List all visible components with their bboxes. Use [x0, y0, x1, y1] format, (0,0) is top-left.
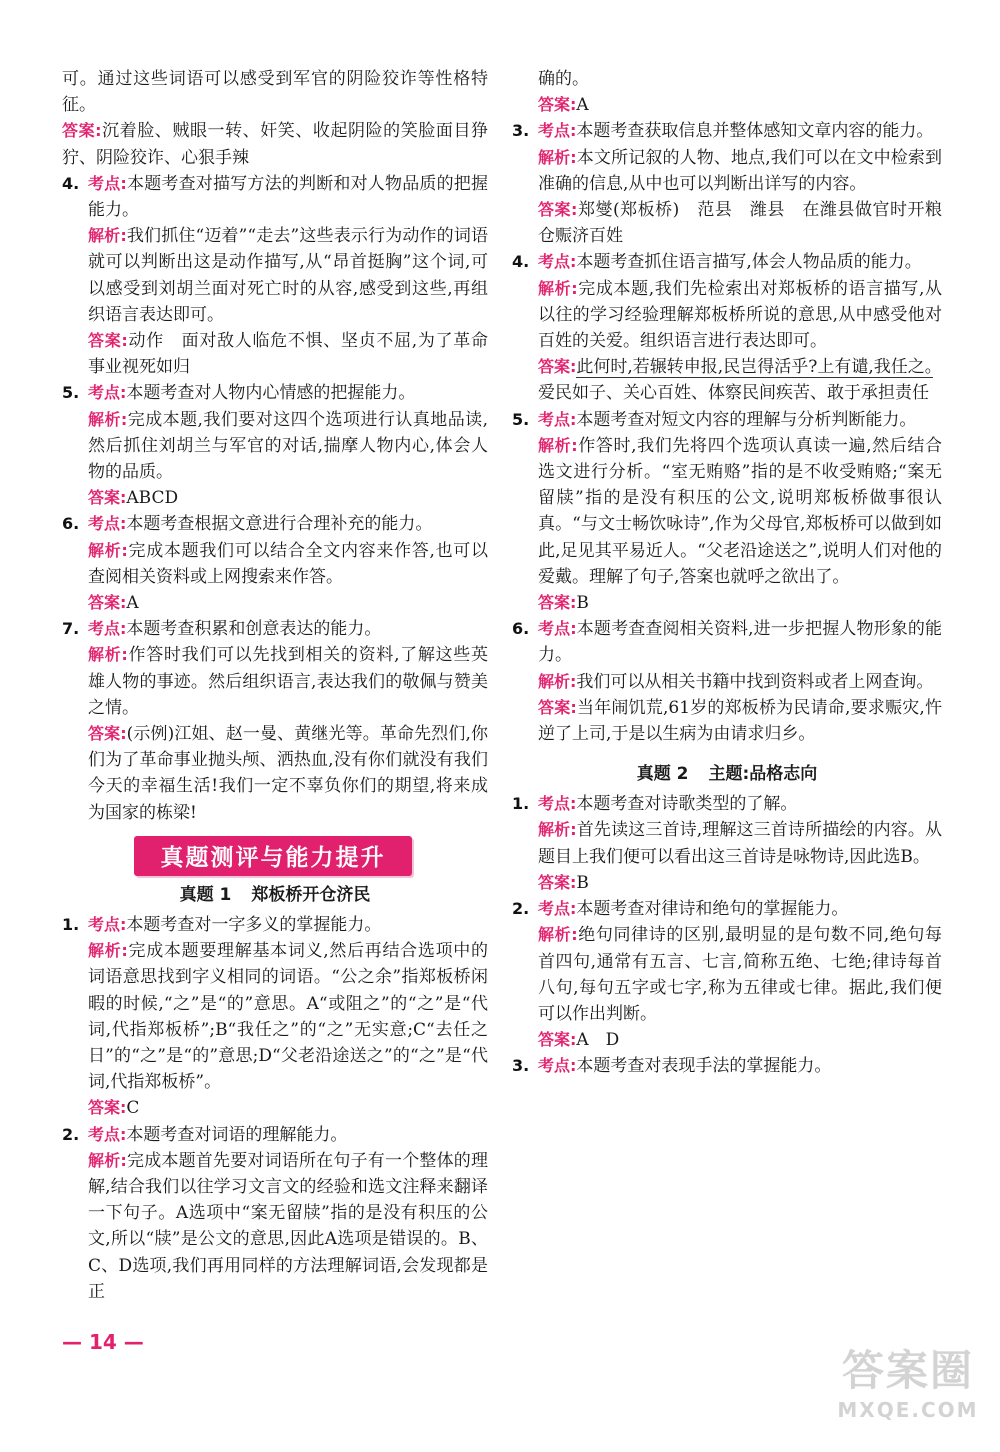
question-5: 5. 考点:本题考查对人物内心情感的把握能力。 解析:完成本题,我们要对这四个选项进行认真地品读,然后抓住刘胡兰与军官的对话,揣摩人物内心,体会人物的品质。 答案:ABCD: [62, 383, 489, 509]
s1-question-3: 3. 考点:本题考查获取信息并整体感知文章内容的能力。 解析:本文所记叙的人物、地点,我们可以在文中检索到准确的信息,从中也可以判断出详写的内容。 答案:郑燮(郑板桥) 范县 潍县 在潍县做官时开粮仓赈济百姓: [512, 121, 943, 247]
underlined-quote: 此何时,若辗转申报,民岂得活乎?上有谴,我任之。: [576, 357, 934, 378]
answer-label: 答案:: [62, 121, 102, 141]
section-banner: 真题测评与能力提升: [134, 836, 412, 876]
section-title-2: 真题 2 主题:品格志向: [636, 764, 818, 785]
question-7: 7. 考点:本题考查积累和创意表达的能力。 解析:作答时我们可以先找到相关的资料,了解这些英雄人物的事迹。然后组织语言,表达我们的敬佩与赞美之情。 答案:(示例)江姐、赵一曼、黄继光等。革命先烈们,你们为了革命事业抛头颅、洒热血,没有你们就没有我们今天的幸福生活!我们一定不辜负你们的期望,将来成为国家的栋梁!: [62, 619, 489, 823]
s2-question-2: 2. 考点:本题考查对律诗和绝句的掌握能力。 解析:绝句同律诗的区别,最明显的是句数不同,绝句每首四句,通常有五言、七言,简称五绝、七绝;律诗每首八句,每句五字或七字,称为五律或七律。据此,我们便可以作出判断。 答案:A D: [512, 899, 942, 1051]
right-column: [512, 66, 951, 1080]
continued-answer: 答案:A: [538, 95, 589, 116]
s1-question-5: 5. 考点:本题考查对短文内容的理解与分析判断能力。 解析:作答时,我们先将四个选项认真读一遍,然后结合选文进行分析。“室无贿赂”指的是不收受贿赂;“案无留牍”指的是没有积压的公文,说明郑板桥做事很认真。“与文士畅饮咏诗”,作为父母官,郑板桥可以做到如此,足见其平易近人。“父老沿途送之”,说明人们对他的爱戴。理解了句子,答案也就呼之欲出了。 答案:B: [512, 409, 942, 614]
s1-question-2: 2. 考点:本题考查对词语的理解能力。 解析:完成本题首先要对词语所在句子有一个整体的理解,结合我们以往学习文言文的经验和选文注释来翻译一下句子。A选项中“案无留牍”指的是没有积压的公文,所以“牍”是公文的意思,因此A选项是错误的。B、C、D选项,我们再用同样的方法理解词语,会发现都是正: [62, 1124, 489, 1302]
section-title-1: 真题 1 郑板桥开仓济民: [179, 884, 371, 905]
page-number: — 14 —: [62, 1330, 144, 1354]
s2-question-1: 1. 考点:本题考查对诗歌类型的了解。 解析:首先读这三首诗,理解这三首诗所描绘的内容。从题目上我们便可以看出这三首诗是咏物诗,因此选B。 答案:B: [512, 794, 942, 893]
left-column: [62, 66, 488, 1305]
continued-text: 确的。: [538, 69, 589, 89]
question-6: 6. 考点:本题考查根据文意进行合理补充的能力。 解析:完成本题我们可以结合全文内容来作答,也可以查阅相关资料或上网搜索来作答。 答案:A: [62, 514, 488, 614]
s1-question-4: 4. 考点:本题考查抓住语言描写,体会人物品质的能力。 解析:完成本题,我们先检索出对郑板桥的语言描写,从以往的学习经验理解郑板桥所说的意思,从中感受他对百姓的关爱。组织语言进行表达即可。 答案:此何时,若辗转申报,民岂得活乎?上有谴,我任之。 爱民如子、关心百姓、体察民间疾苦、敢于承担责任: [512, 252, 951, 404]
s1-question-1: 1. 考点:本题考查对一字多义的掌握能力。 解析:完成本题要理解基本词义,然后再结合选项中的词语意思找到字义相同的词语。“公之余”指郑板桥闲暇的时候,“之”是“的”意思。A“或阻之”的“之”是“代词,代指郑板桥”;B“我任之”的“之”无实意;C“去任之日”的“之”是“的”意思;D“父老沿途送之”的“之”是“代词,代指郑板桥”。 答案:C: [62, 914, 488, 1119]
question-4: 4. 考点:本题考查对描写方法的判断和对人物品质的把握能力。 解析:我们抓住“迈着”“走去”这些表示行为动作的词语就可以判断出这是动作描写,从“昂首挺胸”这个词,可以感受到刘胡兰面对死亡时的从容,感受到这些,再组织语言表达即可。 答案:动作 面对敌人临危不惧、坚贞不屈,为了革命事业视死如归: [62, 173, 489, 378]
watermark-logo: 答案圈 MXQE.COM: [837, 1346, 979, 1422]
intro-answer: 答案:沉着脸、贼眼一转、奸笑、收起阴险的笑脸面目狰狞、阴险狡诈、心狠手辣: [62, 121, 489, 168]
intro-text: 可。通过这些词语可以感受到军官的阴险狡诈等性格特征。: [62, 69, 488, 116]
s1-question-6: 6. 考点:本题考查查阅相关资料,进一步把握人物形象的能力。 解析:我们可以从相关书籍中找到资料或者上网查询。 答案:当年闹饥荒,61岁的郑板桥为民请命,要求赈灾,忤逆了上司,于是以生病为由请求归乡。: [512, 619, 942, 745]
s2-question-3: 3. 考点:本题考查对表现手法的掌握能力。: [512, 1056, 832, 1077]
